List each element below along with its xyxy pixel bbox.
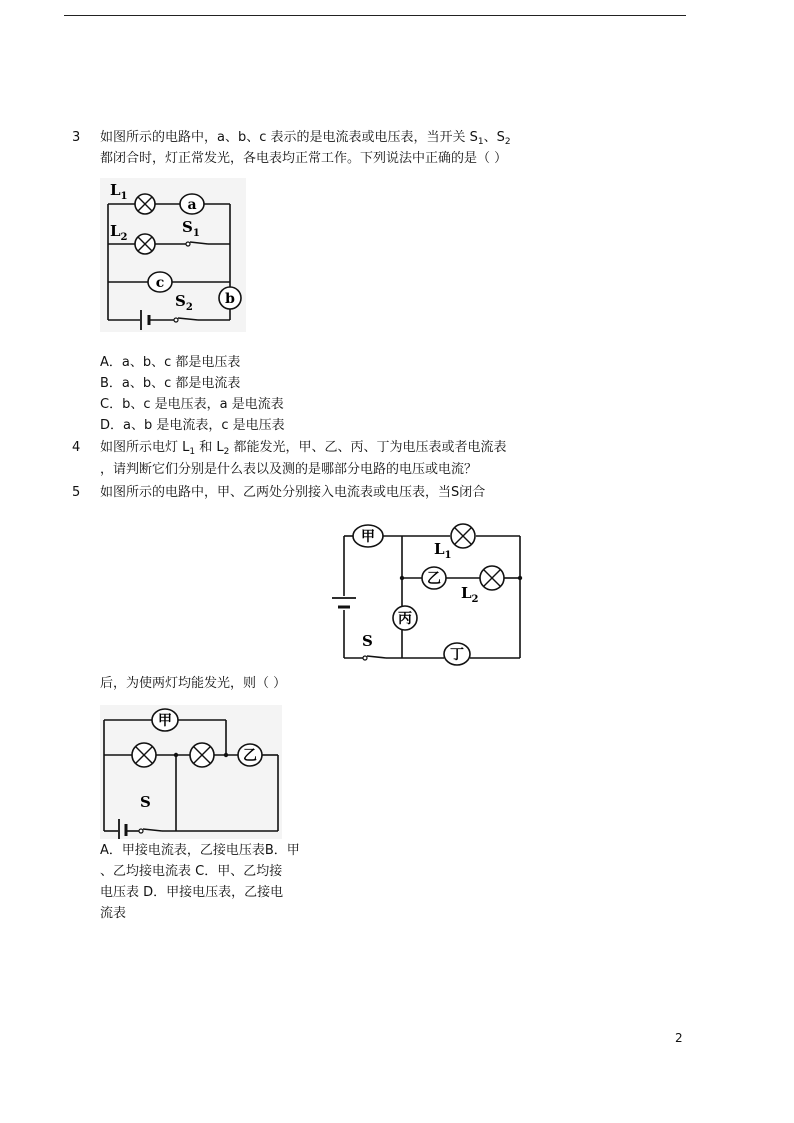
- q5-number: 5: [72, 485, 81, 500]
- lamp-1: [132, 743, 156, 767]
- q4-circuit-figure: [326, 520, 526, 666]
- s1-label: $S_1$: [182, 218, 200, 239]
- meter-c-label: c: [155, 275, 165, 291]
- s-label: S: [140, 793, 151, 811]
- meter-a-label: a: [187, 197, 197, 213]
- header-rule: [64, 15, 686, 16]
- q3-stem-line2: 都闭合时，灯正常发光，各电表均正常工作。下列说法中正确的是（ ）: [100, 151, 508, 166]
- meter-jia-label: 甲: [158, 713, 172, 729]
- l2-label: $L_2$: [461, 584, 479, 605]
- q4-line1: 如图所示电灯 $L_1$ 和 $L_2$ 都能发光，甲、乙、丙、丁为电压表或者电流表: [100, 440, 507, 457]
- q3-option-d: D．a、b 是电流表，c 是电压表: [100, 418, 285, 433]
- meter-ding-label: 丁: [450, 647, 464, 663]
- lamp-l1: [451, 524, 475, 548]
- q5-options-line4: 流表: [100, 906, 127, 921]
- q5-line1: 如图所示的电路中，甲、乙两处分别接入电流表或电压表，当S闭合: [100, 485, 486, 500]
- meter-yi-label: 乙: [243, 748, 257, 764]
- l1-label: $L_1$: [434, 540, 452, 561]
- s-label: S: [362, 632, 373, 650]
- lamp-l2: [135, 234, 155, 254]
- q3-option-c: C．b、c 是电压表，a 是电流表: [100, 397, 284, 412]
- q5-line2: 后，为使两灯均能发光，则（ ）: [100, 676, 287, 691]
- lamp-l2: [480, 566, 504, 590]
- q5-options-line3: 电压表 D．甲接电压表，乙接电: [100, 885, 284, 900]
- meter-yi-label: 乙: [427, 571, 441, 587]
- q4-line2: ，请判断它们分别是什么表以及测的是哪部分电路的电压或电流？: [100, 462, 478, 477]
- q3-option-a: A．a、b、c 都是电压表: [100, 355, 241, 370]
- l1-label: $L_1$: [110, 181, 128, 202]
- l2-label: $L_2$: [110, 222, 128, 243]
- q3-option-b: B．a、b、c 都是电流表: [100, 376, 241, 391]
- meter-b-label: b: [225, 291, 235, 307]
- q3-stem-line1: 如图所示的电路中，a、b、c 表示的是电流表或电压表，当开关 $S_1$、$S_2$: [100, 130, 511, 147]
- meter-jia-label: 甲: [361, 529, 375, 545]
- q4-number: 4: [72, 440, 81, 455]
- lamp-2: [190, 743, 214, 767]
- q3-number: 3: [72, 130, 81, 145]
- q5-options-line1: A．甲接电流表，乙接电压表B．甲: [100, 843, 300, 858]
- q5-options-line2: 、乙均接电流表 C．甲、乙均接: [100, 864, 283, 879]
- page-number: 2: [675, 1031, 683, 1045]
- lamp-l1: [135, 194, 155, 214]
- q5-circuit-figure: [100, 705, 282, 839]
- s2-label: $S_2$: [175, 292, 193, 313]
- q3-circuit-figure: [100, 178, 246, 332]
- meter-bing-label: 丙: [398, 611, 412, 627]
